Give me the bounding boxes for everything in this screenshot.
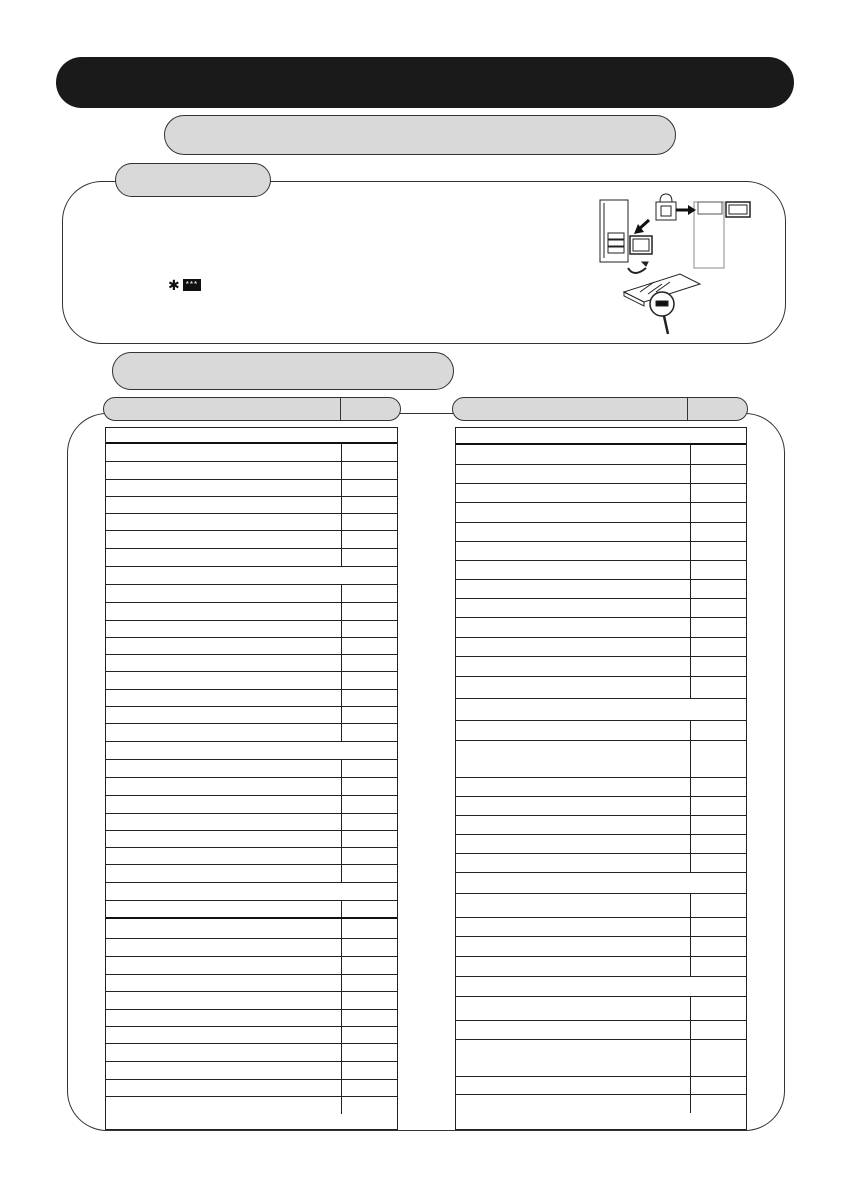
storage-time-cell — [341, 585, 397, 602]
storage-time-cell — [690, 503, 746, 522]
storage-time-cell — [690, 997, 746, 1020]
food-name-cell — [456, 741, 460, 777]
food-name-cell — [456, 484, 460, 502]
food-name-cell — [106, 1097, 110, 1114]
food-name-cell — [456, 503, 460, 522]
right-header-time-column — [687, 398, 747, 420]
food-name-cell — [106, 975, 110, 991]
section-heading-cell — [106, 567, 110, 584]
storage-time-cell — [690, 618, 746, 637]
right-item-row — [456, 484, 746, 503]
left-item-row — [106, 549, 397, 567]
storage-info-tab — [115, 163, 271, 197]
food-name-cell — [106, 655, 110, 671]
left-item-row — [106, 480, 397, 497]
food-name-cell — [106, 724, 110, 741]
food-name-cell — [106, 1062, 110, 1079]
left-item-row — [106, 585, 397, 603]
food-name-cell — [456, 561, 460, 579]
storage-time-cell — [690, 542, 746, 560]
storage-time-cell — [341, 531, 397, 548]
storage-time-cell — [690, 1021, 746, 1039]
food-name-cell — [456, 542, 460, 560]
storage-time-cell — [341, 707, 397, 723]
storage-time-cell — [341, 865, 397, 882]
right-item-row — [456, 561, 746, 580]
storage-time-cell — [341, 992, 397, 1009]
left-item-row — [106, 778, 397, 796]
right-header-food-column — [453, 398, 687, 420]
food-name-cell — [456, 523, 460, 541]
right-item-row — [456, 445, 746, 465]
storage-time-cell — [341, 1097, 397, 1114]
fridge-illustration — [594, 188, 760, 340]
right-section-row — [456, 873, 746, 894]
storage-time-cell — [690, 1077, 746, 1094]
food-name-cell — [456, 580, 460, 598]
storage-time-cell — [690, 937, 746, 956]
food-name-cell — [106, 444, 110, 461]
food-name-cell — [106, 549, 110, 566]
food-name-cell — [106, 690, 110, 706]
storage-time-cell — [690, 816, 746, 834]
storage-time-cell — [341, 1044, 397, 1061]
food-name-cell — [456, 1040, 460, 1076]
storage-time-cell — [341, 480, 397, 496]
left-item-row — [106, 707, 397, 724]
section-heading-cell — [456, 977, 460, 996]
storage-time-cell — [690, 894, 746, 917]
right-item-row — [456, 854, 746, 873]
food-name-cell — [106, 957, 110, 974]
right-item-row — [456, 618, 746, 638]
right-item-row — [456, 894, 746, 918]
left-item-row — [106, 796, 397, 814]
food-name-cell — [106, 707, 110, 723]
food-name-cell — [106, 462, 110, 479]
storage-time-cell — [690, 918, 746, 936]
left-section-row — [106, 742, 397, 760]
right-storage-table — [455, 427, 747, 1130]
section-heading-cell — [456, 699, 460, 720]
left-item-row — [106, 957, 397, 975]
storage-time-cell — [690, 677, 746, 698]
right-item-row — [456, 1077, 746, 1095]
food-name-cell — [456, 937, 460, 956]
storage-time-cell — [341, 831, 397, 847]
storage-time-cell — [341, 939, 397, 956]
food-name-cell — [106, 992, 110, 1009]
left-item-row — [106, 848, 397, 865]
storage-time-cell — [690, 484, 746, 502]
food-name-cell — [106, 1010, 110, 1026]
food-name-cell — [456, 1021, 460, 1039]
left-item-row — [106, 724, 397, 742]
page-header-bar — [56, 57, 794, 108]
right-item-row — [456, 778, 746, 797]
right-item-row — [456, 937, 746, 957]
food-name-cell — [106, 1080, 110, 1096]
food-name-cell — [106, 865, 110, 882]
food-name-cell — [456, 657, 460, 676]
right-section-row — [456, 977, 746, 997]
right-item-row — [456, 638, 746, 657]
storage-time-cell — [690, 721, 746, 740]
left-section-row — [106, 567, 397, 585]
storage-time-cell — [341, 1062, 397, 1079]
storage-time-cell — [690, 465, 746, 483]
left-header-food-column — [104, 398, 340, 420]
food-name-cell — [106, 919, 110, 938]
subtitle-banner — [164, 115, 676, 155]
food-name-cell — [106, 585, 110, 602]
food-name-cell — [106, 603, 110, 620]
storage-time-cell — [690, 445, 746, 464]
storage-time-cell — [341, 778, 397, 795]
storage-time-cell — [690, 797, 746, 815]
storage-time-cell — [690, 657, 746, 676]
right-item-row — [456, 741, 746, 778]
left-item-row — [106, 814, 397, 831]
right-item-row — [456, 797, 746, 816]
right-item-row — [456, 1095, 746, 1113]
left-item-row — [106, 621, 397, 638]
food-name-cell — [106, 1027, 110, 1043]
left-item-row — [106, 462, 397, 480]
left-item-row — [106, 672, 397, 690]
storage-time-cell — [341, 497, 397, 513]
left-storage-table — [105, 427, 398, 1130]
food-name-cell — [106, 480, 110, 496]
food-name-cell — [106, 760, 110, 777]
left-item-row — [106, 1027, 397, 1044]
section-heading-cell — [106, 428, 110, 442]
food-name-cell — [106, 939, 110, 956]
storage-time-cell — [690, 580, 746, 598]
storage-time-cell — [341, 655, 397, 671]
storage-time-cell — [690, 599, 746, 617]
left-item-row — [106, 514, 397, 531]
left-item-row — [106, 901, 397, 919]
left-item-row — [106, 603, 397, 621]
right-item-row — [456, 465, 746, 484]
right-item-row — [456, 918, 746, 937]
storage-time-cell — [341, 514, 397, 530]
right-item-row — [456, 957, 746, 977]
food-name-cell — [106, 901, 110, 917]
right-item-row — [456, 657, 746, 677]
food-name-cell — [106, 778, 110, 795]
food-name-cell — [456, 599, 460, 617]
left-section-row — [106, 883, 397, 901]
left-item-row — [106, 1044, 397, 1062]
food-name-cell — [456, 445, 460, 464]
storage-time-cell — [341, 621, 397, 637]
left-item-row — [106, 1080, 397, 1097]
storage-time-cell — [341, 957, 397, 974]
food-name-cell — [456, 816, 460, 834]
left-item-row — [106, 690, 397, 707]
storage-time-cell — [690, 778, 746, 796]
right-item-row — [456, 599, 746, 618]
food-name-cell — [456, 854, 460, 872]
section-heading-cell — [106, 883, 110, 900]
section-heading-cell — [456, 873, 460, 893]
storage-time-cell — [341, 796, 397, 813]
storage-time-cell — [341, 901, 397, 917]
left-item-row — [106, 1097, 397, 1114]
storage-time-cell — [341, 690, 397, 706]
left-item-row — [106, 444, 397, 462]
food-name-cell — [456, 1095, 460, 1113]
food-name-cell — [456, 618, 460, 637]
storage-time-cell — [341, 638, 397, 654]
food-name-cell — [106, 531, 110, 548]
right-item-row — [456, 580, 746, 599]
storage-time-cell — [690, 835, 746, 853]
food-name-cell — [456, 894, 460, 917]
storage-time-cell — [341, 1080, 397, 1096]
food-name-cell — [456, 778, 460, 796]
right-item-row — [456, 721, 746, 741]
food-name-cell — [106, 672, 110, 689]
food-name-cell — [106, 497, 110, 513]
right-table-header — [452, 397, 748, 421]
right-item-row — [456, 835, 746, 854]
food-name-cell — [456, 797, 460, 815]
left-section-row — [106, 428, 397, 444]
food-name-cell — [106, 638, 110, 654]
left-header-time-column — [340, 398, 400, 420]
storage-time-cell — [341, 444, 397, 461]
storage-time-cell — [690, 638, 746, 656]
left-item-row — [106, 1010, 397, 1027]
food-name-cell — [106, 621, 110, 637]
food-name-cell — [456, 677, 460, 698]
storage-time-cell — [341, 672, 397, 689]
star-rating-box: *** — [183, 279, 201, 291]
storage-time-cell — [341, 1027, 397, 1043]
food-name-cell — [106, 814, 110, 830]
food-name-cell — [106, 1044, 110, 1061]
storage-time-cell — [690, 741, 746, 777]
right-item-row — [456, 1021, 746, 1040]
food-name-cell — [456, 918, 460, 936]
food-name-cell — [456, 957, 460, 976]
food-name-cell — [456, 835, 460, 853]
storage-time-cell — [341, 814, 397, 830]
left-item-row — [106, 531, 397, 549]
right-item-row — [456, 503, 746, 523]
left-item-row — [106, 975, 397, 992]
storage-time-cell — [690, 854, 746, 872]
right-item-row — [456, 542, 746, 561]
right-section-row — [456, 699, 746, 721]
storage-time-cell — [341, 975, 397, 991]
storage-time-cell — [690, 1095, 746, 1113]
left-item-row — [106, 939, 397, 957]
food-name-cell — [456, 638, 460, 656]
left-table-header — [103, 397, 401, 421]
right-item-row — [456, 677, 746, 699]
left-item-row — [106, 655, 397, 672]
freezer-star-rating — [168, 278, 201, 292]
left-item-row — [106, 497, 397, 514]
right-item-row — [456, 997, 746, 1021]
right-item-row — [456, 1040, 746, 1077]
storage-time-cell — [690, 523, 746, 541]
storage-time-cell — [341, 848, 397, 864]
left-item-row — [106, 1062, 397, 1080]
freezer-star-icon: ✱ — [168, 277, 180, 293]
food-name-cell — [456, 997, 460, 1020]
storage-time-cell — [341, 1010, 397, 1026]
food-name-cell — [106, 831, 110, 847]
section-heading-cell — [456, 428, 460, 443]
section-heading-cell — [106, 742, 110, 759]
food-name-cell — [456, 1077, 460, 1094]
storage-time-cell — [690, 561, 746, 579]
left-item-row — [106, 831, 397, 848]
right-item-row — [456, 523, 746, 542]
left-item-row — [106, 865, 397, 883]
food-name-cell — [106, 796, 110, 813]
storage-time-cell — [341, 549, 397, 566]
food-name-cell — [106, 848, 110, 864]
left-item-row — [106, 760, 397, 778]
storage-time-cell — [341, 724, 397, 741]
storage-time-cell — [690, 1040, 746, 1076]
food-name-cell — [456, 721, 460, 740]
left-item-row — [106, 638, 397, 655]
left-item-row — [106, 992, 397, 1010]
storage-time-cell — [341, 760, 397, 777]
food-name-cell — [456, 465, 460, 483]
storage-time-cell — [341, 603, 397, 620]
storage-time-cell — [341, 462, 397, 479]
section-title-pill — [112, 352, 454, 390]
food-name-cell — [106, 514, 110, 530]
storage-time-cell — [690, 957, 746, 976]
storage-time-cell — [341, 919, 397, 938]
right-section-row — [456, 428, 746, 445]
right-item-row — [456, 816, 746, 835]
left-item-row — [106, 919, 397, 939]
